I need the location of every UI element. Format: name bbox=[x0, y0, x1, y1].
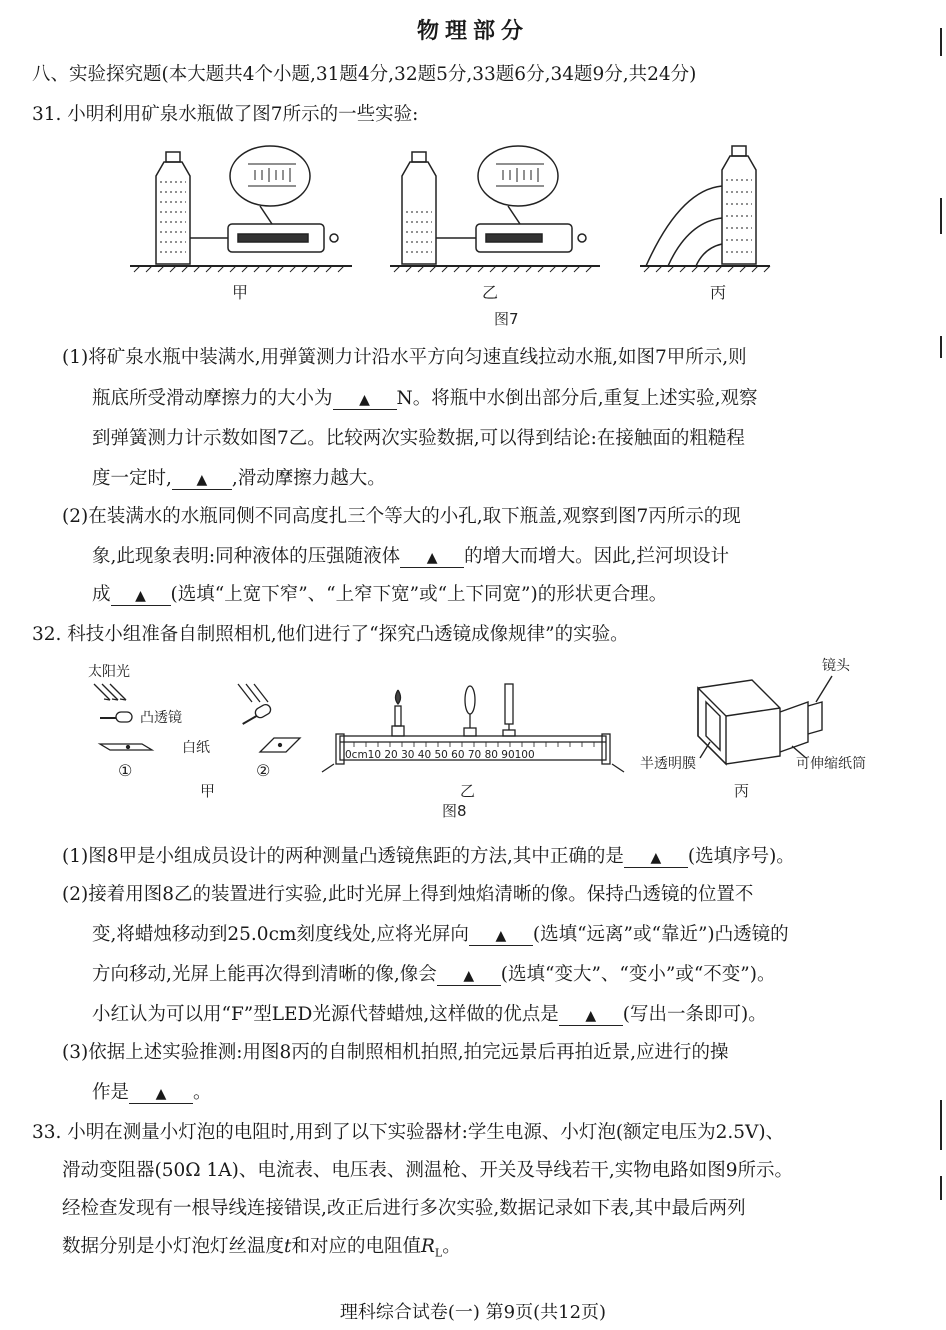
fig8-caption: 图8 bbox=[442, 802, 467, 820]
fig8-sunlight-label: 太阳光 bbox=[88, 664, 130, 680]
answer-blank[interactable]: ▲ bbox=[333, 391, 397, 410]
q33-line2: 滑动变阻器(50Ω 1A)、电流表、电压表、测温枪、开关及导线若干,实物电路如图9所示。 bbox=[62, 1160, 793, 1181]
q31-p2-line1: (2)在装满水的水瓶同侧不同高度扎三个等大的小孔,取下瓶盖,观察到图7丙所示的现 bbox=[62, 506, 741, 527]
q33-line1: 33. 小明在测量小灯泡的电阻时,用到了以下实验器材:学生电源、小灯泡(额定电压为2.5V)、 bbox=[32, 1122, 785, 1143]
fig7-bing bbox=[640, 146, 770, 272]
q31-p2-line3: 成 ▲ (选填“上宽下窄”、“上窄下宽”或“上下同宽”)的形状更合理。 bbox=[92, 584, 668, 605]
fig8-label-jia: 甲 bbox=[200, 782, 216, 800]
scan-edge-mark bbox=[940, 1176, 942, 1200]
answer-blank[interactable]: ▲ bbox=[624, 849, 688, 868]
fig8-lens-label: 凸透镜 bbox=[140, 710, 182, 726]
answer-blank[interactable]: ▲ bbox=[469, 927, 533, 946]
q31-p1-line3: 到弹簧测力计示数如图7乙。比较两次实验数据,可以得到结论:在接触面的粗糙程 bbox=[92, 428, 745, 449]
answer-blank[interactable]: ▲ bbox=[400, 549, 464, 568]
scan-edge-mark bbox=[940, 1100, 942, 1150]
fig8-label-yi: 乙 bbox=[460, 782, 476, 800]
q32-p3-line1: (3)依据上述实验推测:用图8丙的自制照相机拍照,拍完远景后再拍近景,应进行的操 bbox=[62, 1042, 729, 1063]
page-title: 物理部分 bbox=[416, 18, 529, 44]
fig7-caption: 图7 bbox=[494, 310, 519, 328]
q32-p2-line2: 变,将蜡烛移动到25.0cm刻度线处,应将光屏向 ▲ (选填“远离”或“靠近”)凸透镜的 bbox=[92, 924, 789, 945]
q31-p2-line2: 象,此现象表明:同种液体的压强随液体 ▲ 的增大而增大。因此,拦河坝设计 bbox=[92, 546, 730, 567]
q31-p1-line4: 度一定时, ▲ ,滑动摩擦力越大。 bbox=[92, 468, 386, 489]
q31-p1-line2: 瓶底所受滑动摩擦力的大小为 ▲ N。将瓶中水倒出部分后,重复上述实验,观察 bbox=[92, 388, 758, 409]
fig8-film-label: 半透明膜 bbox=[640, 756, 696, 772]
q32-p2-line3: 方向移动,光屏上能再次得到清晰的像,像会 ▲ (选填“变大”、“变小”或“不变”)。 bbox=[92, 964, 776, 985]
fig7-label-bing: 丙 bbox=[710, 283, 727, 302]
fig8-method2: ② bbox=[256, 761, 271, 780]
q33-line3: 经检查发现有一根导线连接错误,改正后进行多次实验,数据记录如下表,其中最后两列 bbox=[62, 1198, 746, 1219]
fig7-yi bbox=[390, 146, 600, 272]
q32-stem: 32. 科技小组准备自制照相机,他们进行了“探究凸透镜成像规律”的实验。 bbox=[32, 624, 629, 645]
q31-p1-line1: (1)将矿泉水瓶中装满水,用弹簧测力计沿水平方向匀速直线拉动水瓶,如图7甲所示,则 bbox=[62, 347, 747, 368]
q31-stem: 31. 小明利用矿泉水瓶做了图7所示的一些实验: bbox=[32, 104, 419, 125]
fig8-bing bbox=[698, 676, 832, 764]
fig7-jia bbox=[130, 146, 352, 272]
scan-edge-mark bbox=[940, 198, 942, 234]
q32-p2-line1: (2)接着用图8乙的装置进行实验,此时光屏上得到烛焰清晰的像。保持凸透镜的位置不 bbox=[62, 884, 754, 905]
answer-blank[interactable]: ▲ bbox=[559, 1007, 623, 1026]
answer-blank[interactable]: ▲ bbox=[111, 587, 171, 606]
page-footer: 理科综合试卷(一) 第9页(共12页) bbox=[339, 1302, 607, 1323]
figure-8 bbox=[70, 650, 890, 828]
fig8-ruler-scale: 0cm10 20 30 40 50 60 70 80 90100 bbox=[345, 749, 535, 761]
q32-p1: (1)图8甲是小组成员设计的两种测量凸透镜焦距的方法,其中正确的是 ▲ (选填序号)。 bbox=[62, 846, 795, 867]
fig8-paper-label: 白纸 bbox=[182, 740, 210, 756]
fig7-label-jia: 甲 bbox=[232, 283, 249, 302]
fig8-tube-label: 可伸缩纸筒 bbox=[796, 756, 866, 772]
fig8-method1: ① bbox=[118, 761, 133, 780]
q32-p2-line4: 小红认为可以用“F”型LED光源代替蜡烛,这样做的优点是 ▲ (写出一条即可)。 bbox=[92, 1004, 767, 1025]
scan-edge-mark bbox=[940, 336, 942, 358]
fig8-label-bing: 丙 bbox=[734, 782, 750, 800]
answer-blank[interactable]: ▲ bbox=[129, 1085, 193, 1104]
fig8-camera-lens-label: 镜头 bbox=[822, 658, 850, 674]
answer-blank[interactable]: ▲ bbox=[172, 471, 232, 490]
scan-edge-mark bbox=[940, 28, 942, 56]
section-heading: 八、实验探究题(本大题共4个小题,31题4分,32题5分,33题6分,34题9分,共24分) bbox=[32, 64, 697, 85]
q32-p3-line2: 作是 ▲ 。 bbox=[92, 1082, 212, 1103]
answer-blank[interactable]: ▲ bbox=[437, 967, 501, 986]
q33-line4: 数据分别是小灯泡灯丝温度t和对应的电阻值$R_L$。 bbox=[62, 1236, 461, 1260]
fig7-label-yi: 乙 bbox=[482, 283, 499, 302]
figure-7 bbox=[120, 140, 780, 335]
